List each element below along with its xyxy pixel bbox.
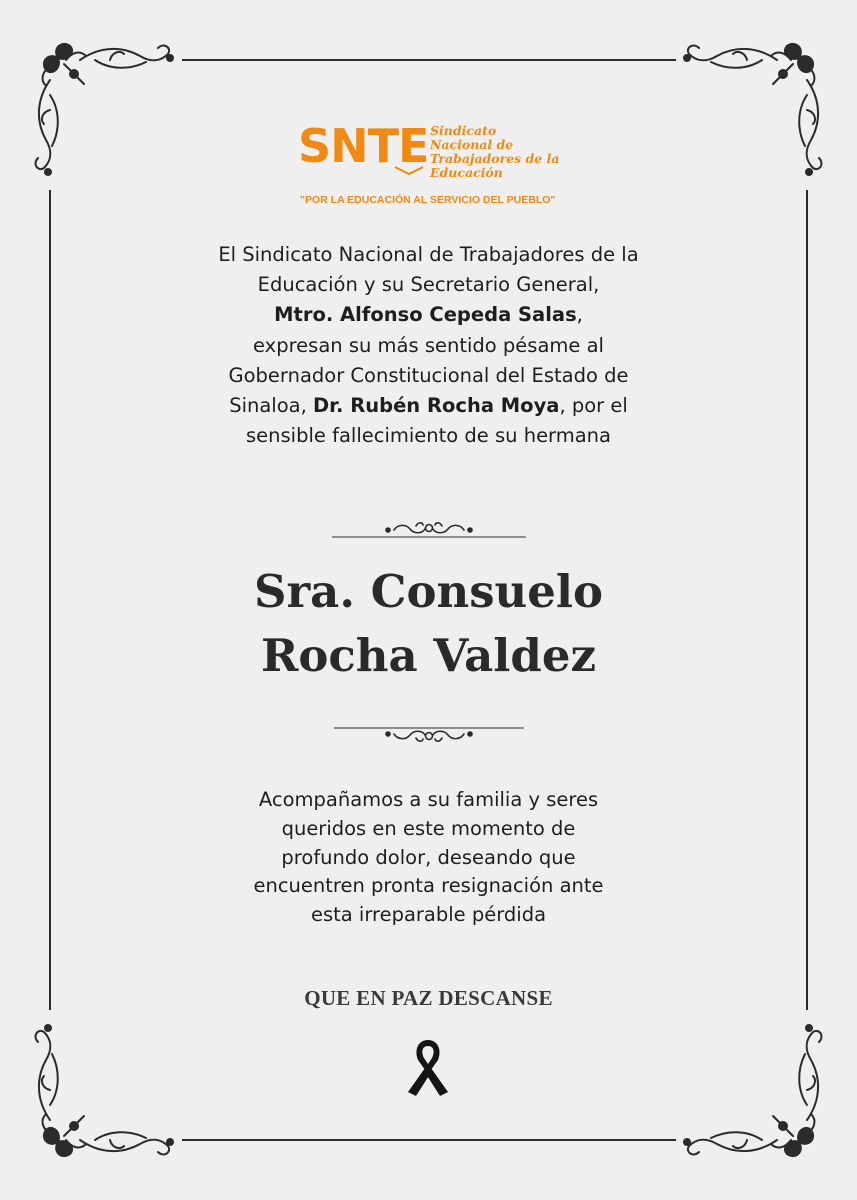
logo-full-name — [430, 124, 570, 180]
intro-text: Sinaloa, — [229, 394, 313, 418]
scroll-divider-icon — [332, 520, 526, 544]
logo-mark: SNTE — [298, 119, 429, 173]
intro-line: El Sindicato Nacional de Trabajadores de la — [218, 243, 639, 266]
intro-line: sensible fallecimiento de su hermana — [246, 424, 611, 448]
condolence-paragraph — [150, 786, 707, 930]
closing-line: esta irreparable pérdida — [310, 903, 547, 927]
logo-tagline: "POR LA EDUCACIÓN AL SERVICIO DEL PUEBLO" — [300, 194, 556, 206]
intro-text: , por el — [559, 394, 628, 418]
scroll-divider-icon — [334, 720, 524, 746]
logo-name-line: Educación — [430, 165, 503, 180]
intro-line: expresan su más sentido pésame al — [253, 333, 604, 357]
closing-line: profundo dolor, deseando que — [281, 845, 576, 869]
logo-name-line: Sindicato — [430, 123, 497, 138]
intro-line: Educación y su Secretario General, — [257, 273, 600, 297]
intro-punct: , — [576, 303, 583, 327]
intro-paragraph — [150, 240, 707, 451]
mourning-ribbon-icon — [404, 1036, 452, 1098]
corner-top-left — [36, 44, 173, 175]
logo-name-line: Nacional de — [430, 137, 514, 152]
intro-line: Gobernador Constitucional del Estado de — [228, 363, 629, 387]
snte-logo — [298, 120, 560, 210]
book-icon — [394, 164, 424, 178]
deceased-name-line: Rocha Valdez — [260, 629, 597, 682]
logo-name-line: Trabajadores de la — [430, 151, 560, 166]
deceased-name-line: Sra. Consuelo — [253, 565, 604, 618]
secretary-name: Mtro. Alfonso Cepeda Salas — [274, 303, 577, 327]
rest-in-peace-heading: QUE EN PAZ DESCANSE — [304, 986, 553, 1010]
deceased-name — [120, 560, 737, 688]
intro-line — [150, 300, 707, 330]
closing-line: encuentren pronta resignación ante — [253, 874, 604, 898]
intro-line — [150, 391, 707, 421]
closing-line: queridos en este momento de — [281, 816, 576, 840]
closing-line: Acompañamos a su familia y seres — [258, 788, 599, 811]
governor-name: Dr. Rubén Rocha Moya — [313, 394, 560, 418]
